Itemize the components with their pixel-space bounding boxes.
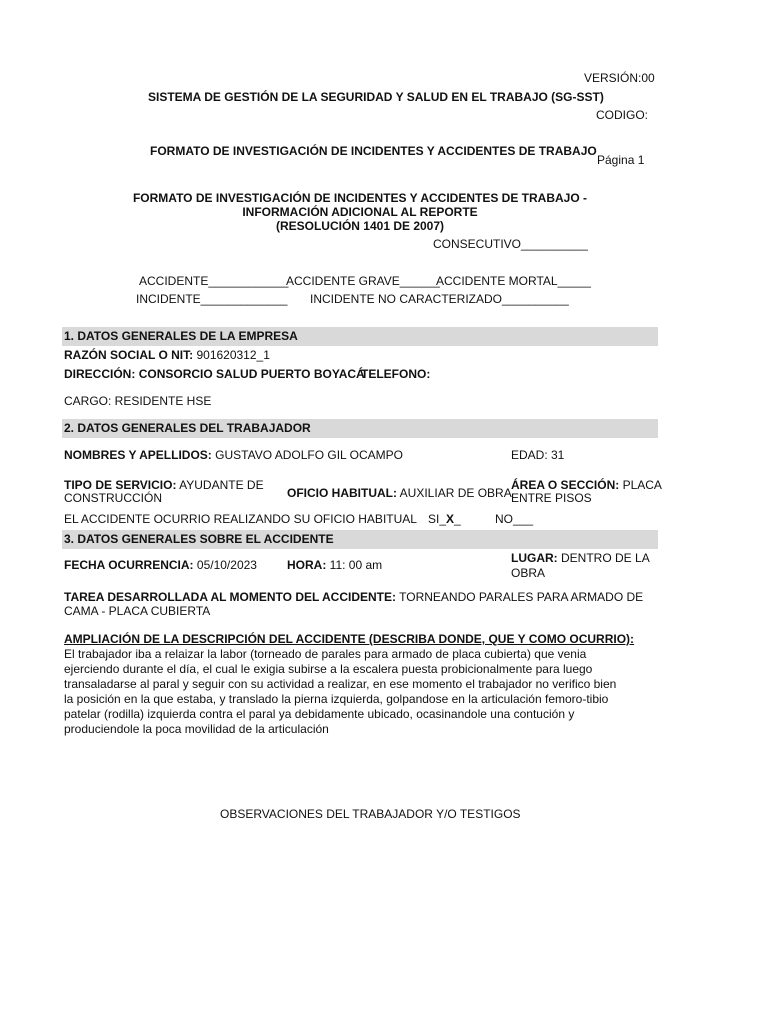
edad-text: EDAD: 31	[511, 448, 565, 462]
nombres-value: GUSTAVO ADOLFO GIL OCAMPO	[215, 448, 403, 462]
section-3-header	[62, 530, 658, 549]
subtitle-line-1: FORMATO DE INVESTIGACIÓN DE INCIDENTES Y ACCIDENTES DE TRABAJO -	[132, 191, 588, 205]
cargo-text: CARGO: RESIDENTE HSE	[64, 394, 212, 408]
subtitle-line-3: (RESOLUCIÓN 1401 DE 2007)	[275, 219, 445, 233]
si-prefix: SI_	[428, 512, 447, 526]
tarea-label: TAREA DESARROLLADA AL MOMENTO DEL ACCIDENTE:	[64, 590, 396, 604]
direccion-value: CONSORCIO SALUD PUERTO BOYACÁ	[138, 367, 365, 381]
lugar-value-2: OBRA	[511, 566, 546, 580]
oficio-row	[287, 486, 512, 500]
area-value-2: ENTRE PISOS	[511, 491, 592, 505]
hora-value: 11: 00 am	[329, 558, 383, 572]
descripcion-line-1: El trabajador iba a relaizar la labor (torneado de parales para armado de placa cubierta) que venia	[64, 647, 587, 661]
subtitle-line-2: INFORMACIÓN ADICIONAL AL REPORTE	[242, 205, 478, 219]
si-mark: X	[446, 512, 455, 526]
descripcion-line-2: ejerciendo durante el día, el cual le exigia subirse a la escalera puesta probicionalmente para luego	[64, 662, 593, 676]
hora-row	[287, 558, 382, 572]
section-2-header	[62, 419, 658, 438]
nombres-row	[64, 448, 403, 462]
tarea-row	[64, 590, 643, 604]
incidente-field[interactable]: INCIDENTE_____________	[136, 292, 288, 306]
area-row	[511, 478, 662, 492]
fecha-row	[64, 558, 257, 572]
descripcion-line-5: patelar (rodilla) izquierda contra el paral ya debidamente ubicado, ocasinandole una contución y	[64, 707, 575, 721]
lugar-row	[511, 551, 650, 565]
code-label: CODIGO:	[596, 108, 649, 122]
descripcion-line-6: produciendole la poca movilidad de la articulación	[64, 722, 329, 736]
habitual-text: EL ACCIDENTE OCURRIO REALIZANDO SU OFICIO HABITUAL	[64, 512, 417, 526]
accidente-grave-field[interactable]: ACCIDENTE GRAVE______	[286, 274, 440, 288]
system-title: SISTEMA DE GESTIÓN DE LA SEGURIDAD Y SALUD EN EL TRABAJO (SG-SST)	[148, 90, 604, 104]
format-title: FORMATO DE INVESTIGACIÓN DE INCIDENTES Y ACCIDENTES DE TRABAJO	[150, 144, 597, 158]
si-field[interactable]	[428, 512, 461, 526]
tarea-value-1: TORNEANDO PARALES PARA ARMADO DE	[399, 590, 644, 604]
tarea-value-2: CAMA - PLACA CUBIERTA	[64, 604, 211, 618]
section-1-title: 1. DATOS GENERALES DE LA EMPRESA	[64, 329, 298, 343]
direccion-row	[64, 367, 365, 381]
nombres-label: NOMBRES Y APELLIDOS:	[64, 448, 212, 462]
direccion-label: DIRECCIÓN:	[64, 367, 136, 381]
si-suffix: _	[454, 512, 461, 526]
razon-social-label: RAZÓN SOCIAL O NIT:	[64, 348, 194, 362]
section-2-title: 2. DATOS GENERALES DEL TRABAJADOR	[64, 421, 311, 435]
consecutivo-field[interactable]: CONSECUTIVO__________	[433, 237, 588, 251]
tipo-servicio-value-1: AYUDANTE DE	[179, 478, 264, 492]
area-value-1: PLACA	[622, 478, 662, 492]
tipo-servicio-row	[64, 478, 264, 492]
lugar-label: LUGAR:	[511, 551, 558, 565]
descripcion-line-4: la posición en la que estaba, y translado la pierna izquierda, golpandose en la articulación femoro-tibio	[64, 692, 609, 706]
area-label: ÁREA O SECCIÓN:	[511, 478, 620, 492]
razon-social-value: 901620312_1	[196, 348, 270, 362]
fecha-value: 05/10/2023	[196, 558, 257, 572]
section-3-title: 3. DATOS GENERALES SOBRE EL ACCIDENTE	[64, 532, 334, 546]
page-number: Página 1	[597, 153, 645, 167]
accidente-field[interactable]: ACCIDENTE____________	[139, 274, 289, 288]
version-label: VERSIÓN:00	[584, 71, 655, 85]
telefono-label: TELEFONO:	[361, 367, 431, 381]
oficio-value: AUXILIAR DE OBRA	[399, 486, 512, 500]
fecha-label: FECHA OCURRENCIA:	[64, 558, 194, 572]
section-1-header	[62, 327, 658, 346]
accidente-mortal-field[interactable]: ACCIDENTE MORTAL_____	[436, 274, 591, 288]
descripcion-line-3: transaladarse al paral y seguir con su actividad a realizar, en ese momento el trabajador no verifico bien	[64, 677, 617, 691]
no-field[interactable]: NO___	[495, 512, 534, 526]
tipo-servicio-value-2: CONSTRUCCIÓN	[64, 491, 162, 505]
ampliacion-title: AMPLIACIÓN DE LA DESCRIPCIÓN DEL ACCIDENTE (DESCRIBA DONDE, QUE Y COMO OCURRIO):	[64, 632, 635, 646]
oficio-label: OFICIO HABITUAL:	[287, 486, 397, 500]
observaciones-label: OBSERVACIONES DEL TRABAJADOR Y/O TESTIGOS	[220, 807, 521, 821]
lugar-value-1: DENTRO DE LA	[561, 551, 650, 565]
razon-social-row	[64, 348, 270, 362]
hora-label: HORA:	[287, 558, 327, 572]
incidente-nc-field[interactable]: INCIDENTE NO CARACTERIZADO__________	[310, 292, 569, 306]
tipo-servicio-label: TIPO DE SERVICIO:	[64, 478, 177, 492]
